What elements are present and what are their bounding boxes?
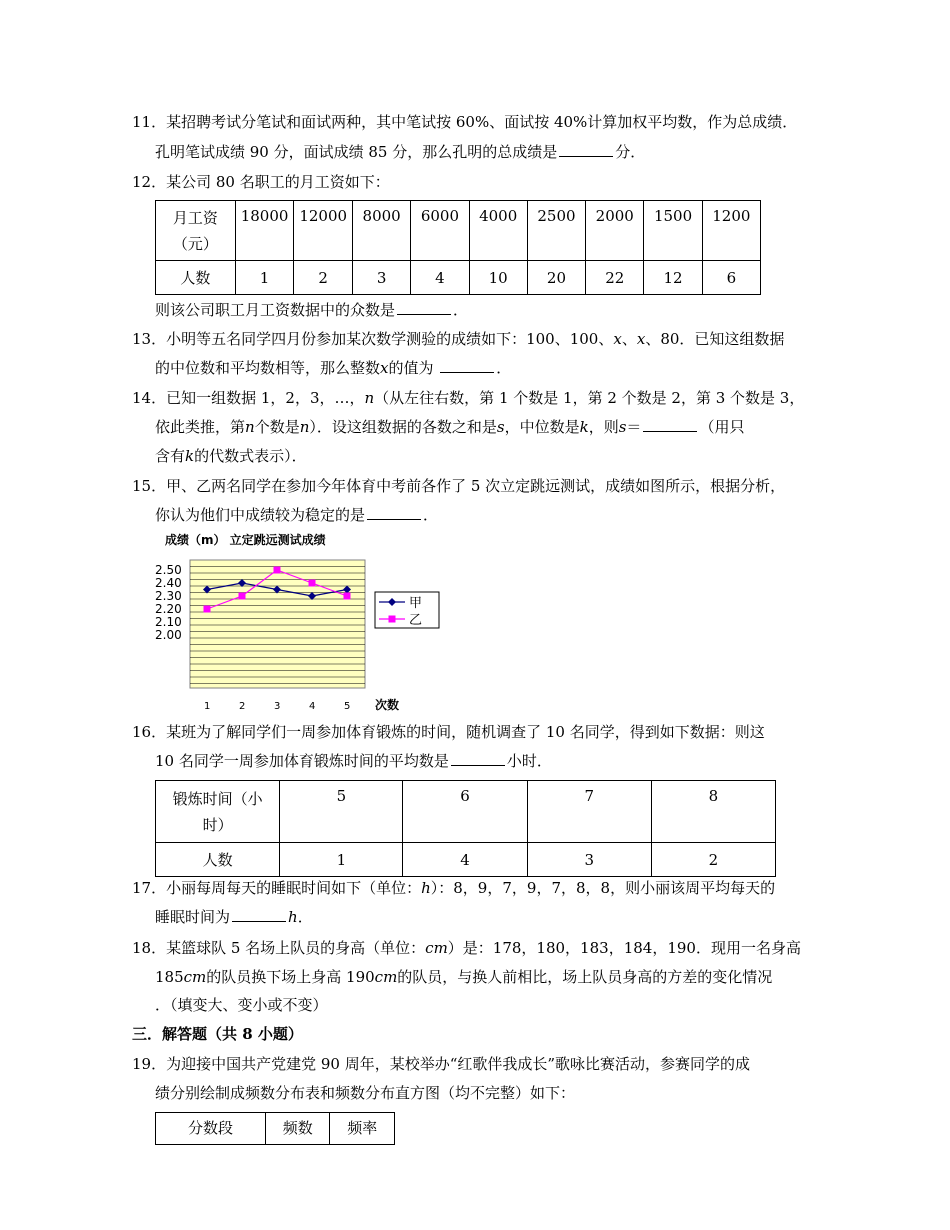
q12-count-row	[156, 261, 761, 295]
q17-var-h1: h	[421, 879, 431, 897]
q12-salary-row	[156, 201, 761, 261]
long-jump-chart	[155, 530, 455, 720]
q16-text2: 10 名同学一周参加体育锻炼时间的平均数是	[155, 752, 449, 770]
q16-count-cell: 1	[280, 843, 403, 877]
q13-line2	[155, 358, 511, 378]
q12-salary-cell: 18000	[235, 201, 294, 261]
q11-answer-blank[interactable]	[559, 142, 613, 157]
q14-text11: 的代数式表示）．	[194, 447, 307, 465]
q13-sep: 、	[621, 330, 637, 348]
chart-plot-area	[155, 560, 365, 712]
q14-text7: ，则	[588, 418, 619, 436]
chart-xlabel: 次数	[375, 698, 400, 712]
chart-svg	[155, 530, 455, 720]
q15-text2: 你认为他们中成绩较为稳定的是	[155, 506, 366, 524]
q11-text2: 孔明笔试成绩 90 分，面试成绩 85 分，那么孔明的总成绩是	[155, 143, 558, 161]
q12-count-cell: 20	[527, 261, 585, 295]
q18-text3: 185	[155, 968, 184, 986]
q12-salary-cell: 12000	[294, 201, 353, 261]
q15-line1	[132, 476, 785, 496]
chart-xtick-label: 2	[239, 701, 246, 712]
q12-after-end: ．	[453, 301, 469, 319]
q16-hours-header-l2: 时）	[202, 815, 233, 834]
q12-salary-header-l1: 月工资	[172, 208, 218, 227]
q18-line1	[132, 938, 801, 958]
chart-ytick-label: 2.00	[155, 628, 182, 642]
q14-var-s1: s	[496, 418, 505, 436]
chart-point-yi	[344, 593, 351, 600]
q18-unit-cm1: cm	[425, 939, 448, 957]
q14-var-n2: n	[245, 418, 255, 436]
section-3-text: 三．解答题（共 8 小题）	[132, 1025, 303, 1043]
q11-text1: 11．某招聘考试分笔试和面试两种，其中笔试按 60%、面试按 40%计算加权平均数，作为总成绩．	[132, 113, 798, 131]
q16-hours-cell: 6	[403, 781, 527, 843]
q15-answer-blank[interactable]	[367, 505, 421, 520]
chart-xtick-label: 3	[274, 701, 281, 712]
q12-salary-cell: 1500	[644, 201, 702, 261]
q12-count-cell: 6	[702, 261, 760, 295]
q11-line2	[155, 142, 645, 162]
q12-salary-header	[156, 201, 236, 261]
section-3-heading	[132, 1024, 303, 1044]
q14-text5: ）．设这组数据的各数之和是	[309, 418, 497, 436]
q12-salary-cell: 2000	[586, 201, 644, 261]
q13-answer-blank[interactable]	[440, 358, 494, 373]
q17-text4: ．	[297, 908, 313, 926]
q11-text3: 分．	[615, 143, 646, 161]
q15-text1: 15．甲、乙两名同学在参加今年体育中考前各作了 5 次立定跳远测试，成绩如图所示，根据分析，	[132, 477, 786, 495]
q17-line2	[155, 907, 313, 927]
q17-text1: 17．小丽每周每天的睡眠时间如下（单位：	[132, 879, 422, 897]
chart-title: 成绩（m） 立定跳远测试成绩	[165, 533, 326, 547]
q16-count-row	[156, 843, 776, 877]
chart-ytick-label: 2.40	[155, 576, 182, 590]
q16-count-header: 人数	[156, 843, 280, 877]
q19-frequency-table	[155, 1112, 395, 1145]
q19-header-rate: 频率	[330, 1113, 395, 1145]
chart-ytick-label: 2.20	[155, 602, 182, 616]
q14-line2	[155, 417, 744, 437]
q12-count-cell: 10	[469, 261, 527, 295]
q18-text5: 的队员，与换人前相比，场上队员身高的方差的变化情况	[397, 968, 773, 986]
q17-answer-blank[interactable]	[232, 907, 286, 922]
q12-answer-blank[interactable]	[397, 300, 451, 315]
q12-count-cell: 22	[586, 261, 644, 295]
chart-legend	[375, 592, 439, 628]
q14-text9: （用只	[699, 418, 745, 436]
q18-line2	[155, 967, 772, 987]
q12-intro-text: 12．某公司 80 名职工的月工资如下：	[132, 173, 390, 191]
q12-count-cell: 2	[294, 261, 353, 295]
q16-hours-cell: 7	[527, 781, 651, 843]
q18-text6: ．（填变大、变小或不变）	[155, 996, 328, 1014]
q16-count-cell: 3	[527, 843, 651, 877]
q13-line1	[132, 329, 784, 349]
q19-header-score-range: 分数段	[156, 1113, 266, 1145]
q12-count-cell: 4	[411, 261, 469, 295]
q19-header-frequency: 频数	[266, 1113, 330, 1145]
q14-text2: （从左往右数，第 1 个数是 1，第 2 个数是 2，第 3 个数是 3，	[374, 389, 805, 407]
q17-text2: ）：8，9，7，9，7，8，8，则小丽该周平均每天的	[430, 879, 776, 897]
q18-unit-cm2: cm	[183, 968, 207, 986]
q16-hours-header-l1: 锻炼时间（小	[172, 789, 263, 808]
q12-count-cell: 1	[235, 261, 294, 295]
q13-text5: ．	[496, 359, 512, 377]
q16-hours-row	[156, 781, 776, 843]
q18-text1: 18．某篮球队 5 名场上队员的身高（单位：	[132, 939, 426, 957]
q16-count-cell: 2	[651, 843, 775, 877]
q12-after	[155, 300, 468, 320]
q16-hours-cell: 5	[280, 781, 403, 843]
q16-exercise-table	[155, 780, 776, 877]
q19-text2: 绩分别绘制成频数分布表和频数分布直方图（均不完整）如下：	[155, 1084, 576, 1102]
q14-text1: 14．已知一组数据 1，2，3，…，	[132, 389, 365, 407]
q12-count-cell: 12	[644, 261, 702, 295]
q12-salary-cell: 1200	[702, 201, 760, 261]
chart-legend-label: 乙	[409, 613, 423, 628]
q12-salary-cell: 2500	[527, 201, 585, 261]
q18-text2: ）是：178，180，183，184，190．现用一名身高	[447, 939, 801, 957]
q14-line1	[132, 388, 804, 408]
q14-var-n1: n	[364, 389, 375, 407]
chart-point-yi	[239, 593, 246, 600]
q13-var-x3: x	[380, 359, 389, 377]
q14-text4: 个数是	[254, 418, 300, 436]
q17-line1	[132, 878, 775, 898]
q14-answer-blank[interactable]	[643, 417, 697, 432]
q11-line1	[132, 112, 797, 132]
chart-legend-label: 甲	[409, 596, 423, 611]
q14-text6: ，中位数是	[504, 418, 580, 436]
q17-var-h2: h	[288, 908, 298, 926]
q13-var-x1: x	[613, 330, 622, 348]
q14-var-s2: s	[618, 418, 627, 436]
q13-text4: 的值为	[388, 359, 434, 377]
chart-ytick-label: 2.30	[155, 589, 182, 603]
q18-line3	[155, 995, 328, 1015]
chart-point-yi	[204, 606, 211, 613]
q19-header-row	[156, 1113, 395, 1145]
q14-text8: ＝	[626, 418, 642, 436]
q18-unit-cm3: cm	[374, 968, 398, 986]
chart-xtick-label: 5	[344, 701, 351, 712]
q16-line1	[132, 722, 765, 742]
q12-salary-table	[155, 200, 761, 295]
q14-var-k2: k	[185, 447, 195, 465]
q16-hours-cell: 8	[651, 781, 775, 843]
q14-var-k1: k	[579, 418, 589, 436]
q16-text3: 小时．	[506, 752, 552, 770]
q12-salary-cell: 8000	[352, 201, 410, 261]
q12-intro	[132, 172, 390, 192]
q13-text3: 的中位数和平均数相等，那么整数	[155, 359, 381, 377]
q14-text10: 含有	[155, 447, 186, 465]
q14-var-n3: n	[299, 418, 310, 436]
chart-legend-box	[375, 592, 439, 628]
q19-line2	[155, 1083, 575, 1103]
chart-legend-marker	[389, 616, 396, 623]
q18-text4: 的队员换下场上身高 190	[206, 968, 375, 986]
q15-text3: ．	[423, 506, 439, 524]
chart-ytick-label: 2.10	[155, 615, 182, 629]
chart-ytick-label: 2.50	[155, 563, 182, 577]
q19-text1: 19．为迎接中国共产党建党 90 周年，某校举办“红歌伴我成长”歌咏比赛活动，参赛同学的成	[132, 1055, 751, 1073]
q12-salary-cell: 4000	[469, 201, 527, 261]
q13-var-x2: x	[636, 330, 646, 348]
q15-line2	[155, 505, 438, 525]
q19-line1	[132, 1054, 750, 1074]
q12-count-cell: 3	[352, 261, 410, 295]
chart-point-yi	[309, 580, 316, 587]
q12-salary-cell: 6000	[411, 201, 469, 261]
chart-xtick-label: 1	[204, 701, 211, 712]
q13-text1: 13．小明等五名同学四月份参加某次数学测验的成绩如下：100、100、	[132, 330, 614, 348]
chart-point-yi	[274, 567, 281, 574]
q16-hours-header	[156, 781, 280, 843]
q13-text2: 、80．已知这组数据	[645, 330, 785, 348]
q12-salary-header-l2: （元）	[172, 234, 218, 253]
q17-text3: 睡眠时间为	[155, 908, 231, 926]
chart-xtick-label: 4	[309, 701, 316, 712]
q16-text1: 16．某班为了解同学们一周参加体育锻炼的时间，随机调查了 10 名同学，得到如下数据：则这	[132, 723, 765, 741]
q14-line3	[155, 446, 307, 466]
q16-count-cell: 4	[403, 843, 527, 877]
q16-line2	[155, 751, 552, 771]
q16-answer-blank[interactable]	[451, 751, 505, 766]
q14-text3: 依此类推，第	[155, 418, 246, 436]
q12-after-text: 则该公司职工月工资数据中的众数是	[155, 301, 396, 319]
q12-count-header: 人数	[156, 261, 236, 295]
